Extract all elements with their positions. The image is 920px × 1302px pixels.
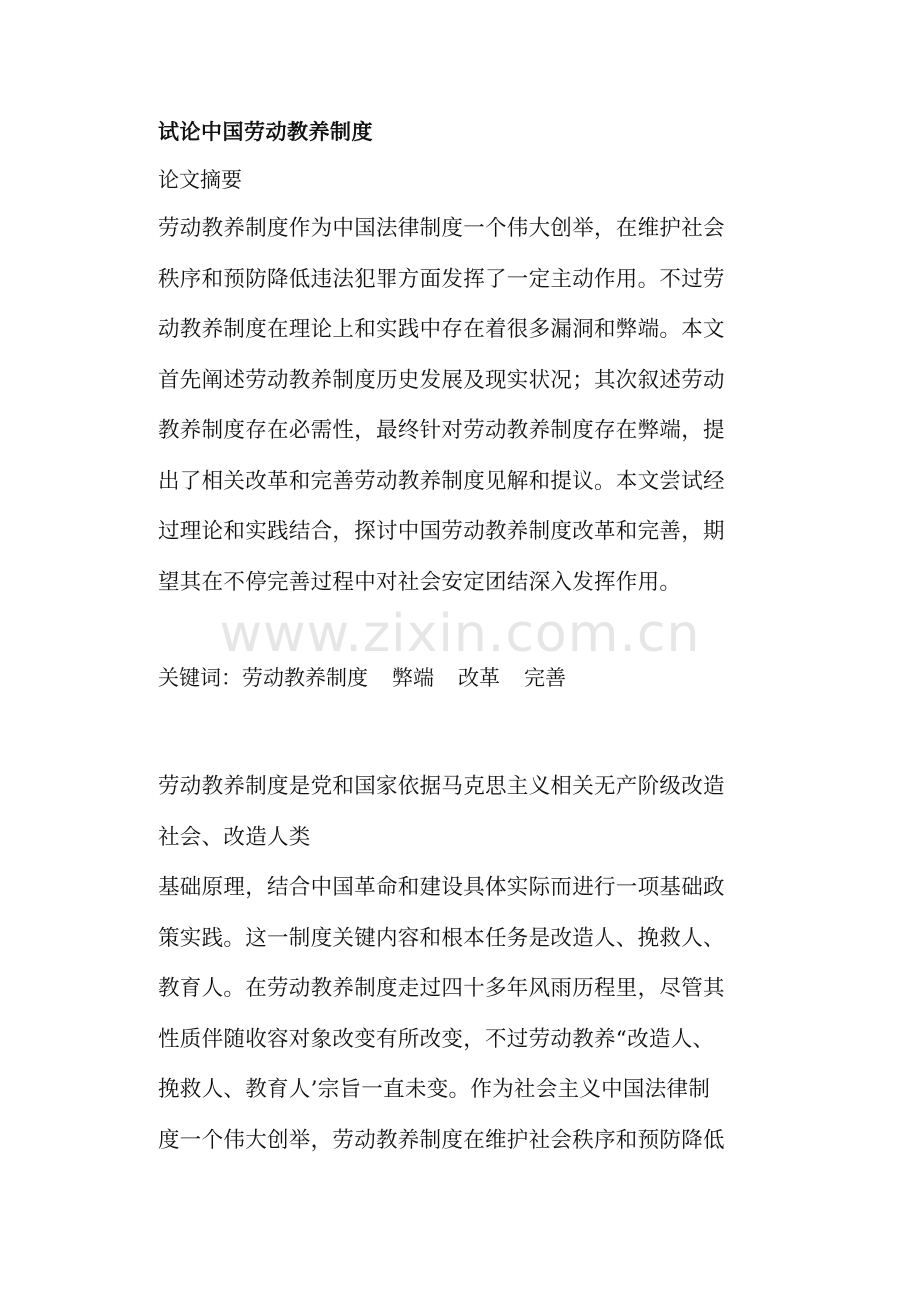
abstract-line: 首先阐述劳动教养制度历史发展及现实状况；其次叙述劳动: [158, 367, 725, 393]
document-content: [158, 112, 778, 1166]
abstract-paragraph: [158, 204, 778, 608]
document-title: 试论中国劳动教养制度: [158, 120, 373, 144]
body-line: 劳动教养制度是党和国家依据马克思主义相关无产阶级改造: [158, 774, 725, 799]
spacer: [158, 698, 778, 762]
keywords-label: 关键词：: [158, 666, 242, 690]
body-line: 度一个伟大创举，劳动教养制度在维护社会秩序和预防降低: [158, 1127, 725, 1153]
abstract-heading: 论文摘要: [158, 168, 242, 192]
abstract-line: 出了相关改革和完善劳动教养制度见解和提议。本文尝试经: [158, 468, 725, 494]
keyword: 完善: [524, 666, 566, 690]
body-line: 基础原理，结合中国革命和建设具体实际而进行一项基础政: [158, 875, 725, 900]
abstract-line: 动教养制度在理论上和实践中存在着很多漏洞和弊端。本文: [158, 317, 725, 342]
keyword: 弊端: [392, 666, 434, 690]
abstract-line: 秩序和预防降低违法犯罪方面发挥了一定主动作用。不过劳: [158, 266, 725, 292]
abstract-line: 劳动教养制度作为中国法律制度一个伟大创举，在维护社会: [158, 216, 725, 241]
abstract-line: 教养制度存在必需性，最终针对劳动教养制度存在弊端，提: [158, 418, 725, 443]
body-line: 挽救人、教育人’宗旨一直未变。作为社会主义中国法律制: [158, 1077, 711, 1102]
body-line: 性质伴随收容对象改变有所改变，不过劳动教养“改造人、: [158, 1026, 715, 1052]
keyword: 改革: [458, 666, 500, 690]
body-paragraph: [158, 762, 778, 1166]
body-line: 教育人。在劳动教养制度走过四十多年风雨历程里，尽管其: [158, 976, 725, 1001]
body-line: 策实践。这一制度关键内容和根本任务是改造人、挽救人、: [158, 925, 725, 951]
keyword: 劳动教养制度: [242, 666, 368, 690]
abstract-line: 过理论和实践结合，探讨中国劳动教养制度改革和完善，期: [158, 519, 725, 544]
body-line: 社会、改造人类: [158, 824, 311, 850]
watermark: www.zixin.com.cn: [219, 604, 701, 664]
abstract-line: 望其在不停完善过程中对社会安定团结深入发挥作用。: [158, 569, 682, 595]
keywords-line: [158, 658, 778, 698]
